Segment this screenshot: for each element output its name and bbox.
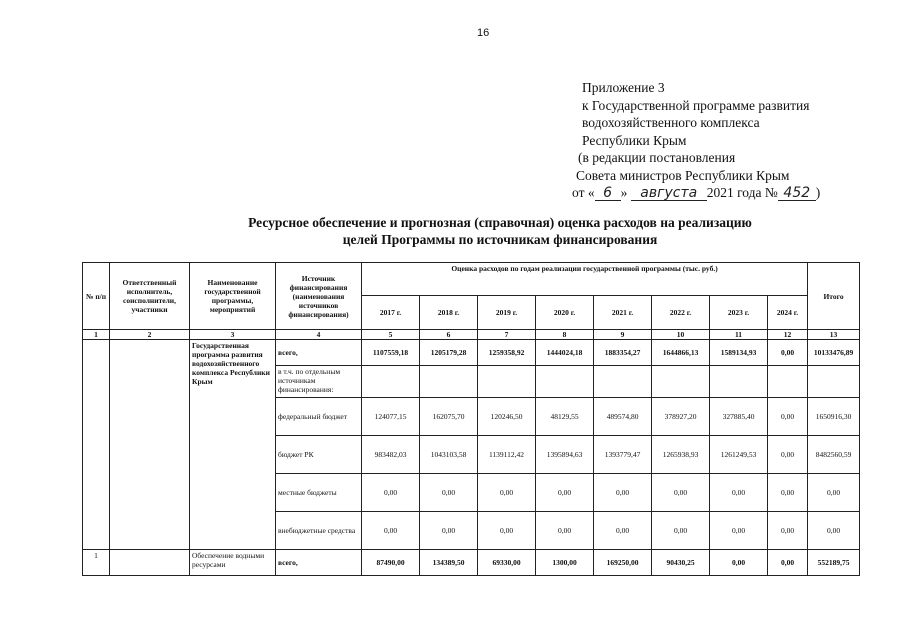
value-cell: 0,00 <box>710 550 768 576</box>
value-cell: 87490,00 <box>362 550 420 576</box>
measure-name: Обеспечение водными ресурсами <box>190 550 276 576</box>
index-cell: 1 <box>83 330 110 340</box>
document-title <box>200 214 800 248</box>
index-cell: 7 <box>478 330 536 340</box>
header-total: Итого <box>808 263 860 330</box>
index-cell: 10 <box>652 330 710 340</box>
value-cell: 1265938,93 <box>652 436 710 474</box>
value-cell: 0,00 <box>536 474 594 512</box>
value-cell: 1883354,27 <box>594 340 652 366</box>
index-cell: 6 <box>420 330 478 340</box>
appendix-line-1: Приложение 3 <box>582 80 665 95</box>
value-cell: 0,00 <box>478 474 536 512</box>
index-cell: 11 <box>710 330 768 340</box>
value-cell: 69330,00 <box>478 550 536 576</box>
value-cell: 0,00 <box>362 474 420 512</box>
page-number: 16 <box>477 27 490 39</box>
appendix-line-2: к Государственной программе развития <box>582 97 810 113</box>
header-year: 2021 г. <box>594 296 652 330</box>
empty-cell <box>362 366 420 398</box>
appendix-line-3: водохозяйственного комплекса <box>582 115 760 130</box>
empty-cell <box>478 366 536 398</box>
value-cell: 0,00 <box>420 474 478 512</box>
value-cell: 1644866,13 <box>652 340 710 366</box>
value-cell: 0,00 <box>808 474 860 512</box>
value-cell: 0,00 <box>768 436 808 474</box>
index-cell: 13 <box>808 330 860 340</box>
table-row <box>83 550 860 576</box>
value-cell: 0,00 <box>594 512 652 550</box>
index-cell: 5 <box>362 330 420 340</box>
header-source: Источник финансирования (наименования источников финансирования) <box>276 263 362 330</box>
cell-executor <box>110 340 190 550</box>
value-cell: 0,00 <box>768 474 808 512</box>
cell-executor <box>110 550 190 576</box>
financing-table <box>82 262 860 576</box>
index-cell: 4 <box>276 330 362 340</box>
date-year-text: 2021 года № <box>706 185 778 200</box>
appendix-line-6: Совета министров Республики Крым <box>576 167 790 183</box>
value-cell: 0,00 <box>652 474 710 512</box>
empty-cell <box>808 366 860 398</box>
value-cell: 0,00 <box>768 398 808 436</box>
value-cell: 1300,00 <box>536 550 594 576</box>
header-row-1 <box>83 263 860 296</box>
cell-num <box>83 340 110 550</box>
value-cell: 0,00 <box>652 512 710 550</box>
value-cell: 0,00 <box>768 340 808 366</box>
header-year: 2017 г. <box>362 296 420 330</box>
empty-cell <box>768 366 808 398</box>
value-cell: 48129,55 <box>536 398 594 436</box>
value-cell: 0,00 <box>536 512 594 550</box>
value-cell: 489574,80 <box>594 398 652 436</box>
date-prefix: от « <box>572 185 595 200</box>
value-cell: 552189,75 <box>808 550 860 576</box>
header-year: 2019 г. <box>478 296 536 330</box>
index-cell: 12 <box>768 330 808 340</box>
empty-cell <box>652 366 710 398</box>
value-cell: 0,00 <box>710 512 768 550</box>
value-cell: 10133476,89 <box>808 340 860 366</box>
value-cell: 162075,70 <box>420 398 478 436</box>
empty-cell <box>536 366 594 398</box>
header-year: 2020 г. <box>536 296 594 330</box>
index-cell: 8 <box>536 330 594 340</box>
source-cell: федеральный бюджет <box>276 398 362 436</box>
source-cell: всего, <box>276 550 362 576</box>
value-cell: 0,00 <box>594 474 652 512</box>
source-cell: в т.ч. по отдельным источникам финансирования: <box>276 366 362 398</box>
empty-cell <box>594 366 652 398</box>
index-cell: 2 <box>110 330 190 340</box>
value-cell: 124077,15 <box>362 398 420 436</box>
header-year: 2023 г. <box>710 296 768 330</box>
value-cell: 1444024,18 <box>536 340 594 366</box>
value-cell: 1261249,53 <box>710 436 768 474</box>
value-cell: 378927,20 <box>652 398 710 436</box>
header-name: Наименование государственной программы, мероприятий <box>190 263 276 330</box>
value-cell: 1589134,93 <box>710 340 768 366</box>
index-cell: 3 <box>190 330 276 340</box>
source-cell: бюджет РК <box>276 436 362 474</box>
index-row <box>83 330 860 340</box>
value-cell: 1139112,42 <box>478 436 536 474</box>
value-cell: 0,00 <box>420 512 478 550</box>
value-cell: 1259358,92 <box>478 340 536 366</box>
value-cell: 0,00 <box>478 512 536 550</box>
cell-num: 1 <box>83 550 110 576</box>
appendix-line-5: (в редакции постановления <box>578 150 736 165</box>
value-cell: 1107559,18 <box>362 340 420 366</box>
empty-cell <box>420 366 478 398</box>
value-cell: 0,00 <box>768 512 808 550</box>
empty-cell <box>710 366 768 398</box>
value-cell: 1650916,30 <box>808 398 860 436</box>
header-year: 2022 г. <box>652 296 710 330</box>
handwritten-day: 6 <box>595 186 621 201</box>
value-cell: 134389,50 <box>420 550 478 576</box>
value-cell: 8482560,59 <box>808 436 860 474</box>
handwritten-month: августа <box>631 186 707 201</box>
value-cell: 0,00 <box>710 474 768 512</box>
date-close: ) <box>815 185 821 200</box>
appendix-block <box>572 79 821 202</box>
value-cell: 983482,03 <box>362 436 420 474</box>
value-cell: 1395894,63 <box>536 436 594 474</box>
header-estimate: Оценка расходов по годам реализации государственной программы (тыс. руб.) <box>362 263 808 296</box>
value-cell: 1205179,28 <box>420 340 478 366</box>
header-executor: Ответственный исполнитель, соисполнители, участники <box>110 263 190 330</box>
header-num: № п/п <box>83 263 110 330</box>
value-cell: 0,00 <box>808 512 860 550</box>
value-cell: 120246,50 <box>478 398 536 436</box>
value-cell: 169250,00 <box>594 550 652 576</box>
value-cell: 327885,40 <box>710 398 768 436</box>
value-cell: 90430,25 <box>652 550 710 576</box>
value-cell: 0,00 <box>768 550 808 576</box>
appendix-date-line <box>572 184 820 202</box>
title-line-2: целей Программы по источникам финансирования <box>342 232 658 247</box>
source-cell: местные бюджеты <box>276 474 362 512</box>
date-mid: » <box>620 185 628 200</box>
handwritten-number: 452 <box>778 186 816 201</box>
appendix-line-4: Республики Крым <box>582 132 687 148</box>
program-name: Государственная программа развития водохозяйственного комплекса Республики Крым <box>190 340 276 550</box>
value-cell: 0,00 <box>362 512 420 550</box>
table-row <box>83 340 860 366</box>
header-year: 2018 г. <box>420 296 478 330</box>
value-cell: 1043103,58 <box>420 436 478 474</box>
value-cell: 1393779,47 <box>594 436 652 474</box>
index-cell: 9 <box>594 330 652 340</box>
source-cell: всего, <box>276 340 362 366</box>
source-cell: внебюджетные средства <box>276 512 362 550</box>
header-year: 2024 г. <box>768 296 808 330</box>
title-line-1: Ресурсное обеспечение и прогнозная (справочная) оценка расходов на реализацию <box>248 215 752 230</box>
